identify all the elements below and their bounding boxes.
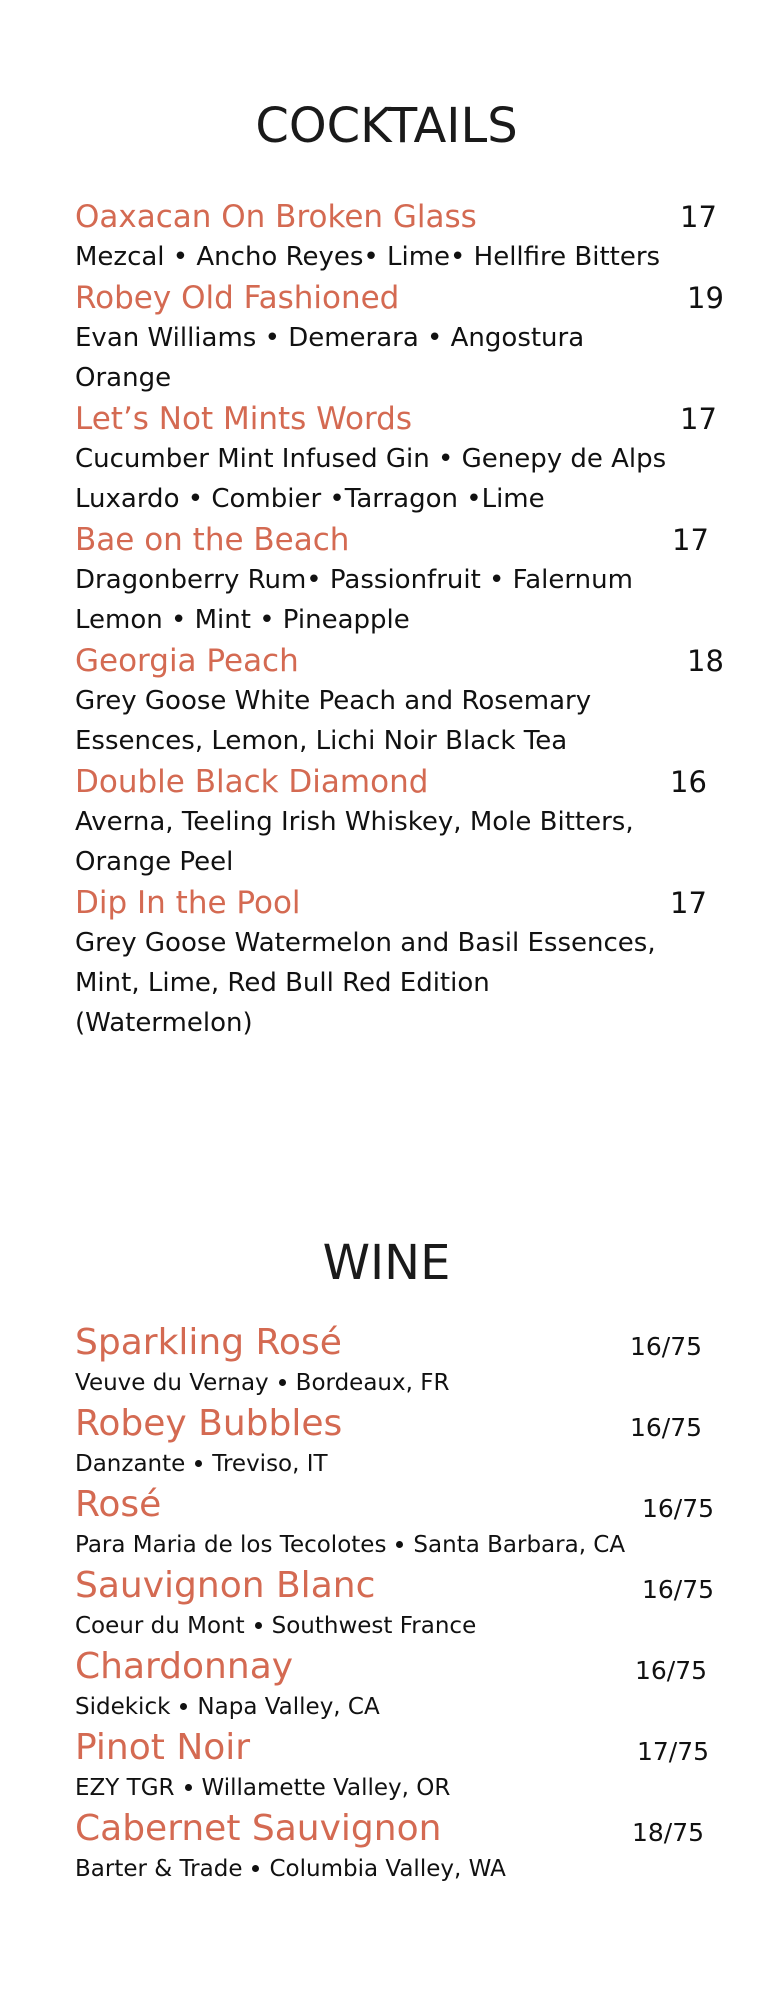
cocktail-price: 17 xyxy=(680,402,717,436)
wine-price: 16/75 xyxy=(630,1332,703,1361)
wine-name: Sparkling Rosé xyxy=(75,1322,342,1363)
cocktail-name: Georgia Peach xyxy=(75,643,299,679)
cocktail-price: 17 xyxy=(672,523,709,557)
bullet-dot xyxy=(185,1784,192,1791)
wine-region: Columbia Valley, WA xyxy=(269,1856,506,1882)
wine-price: 18/75 xyxy=(632,1818,705,1847)
cocktail-description: Cucumber Mint Infused Gin • Genepy de Alps Luxardo • Combier •Tarragon •Lime xyxy=(75,444,667,514)
wine-item xyxy=(75,1482,725,1562)
cocktail-item xyxy=(75,278,724,398)
cocktail-name: Oaxacan On Broken Glass xyxy=(75,199,477,235)
wine-heading: WINE xyxy=(322,1235,451,1291)
cocktail-price: 18 xyxy=(687,644,724,678)
wine-item xyxy=(75,1725,725,1805)
cocktail-description: Averna, Teeling Irish Whiskey, Mole Bitters, Orange Peel xyxy=(75,807,634,877)
wine-producer: Para Maria de los Tecolotes xyxy=(75,1532,387,1558)
cocktail-description: Grey Goose White Peach and Rosemary Essences, Lemon, Lichi Noir Black Tea xyxy=(75,686,592,756)
cocktail-item xyxy=(75,883,715,1043)
wine-price: 16/75 xyxy=(630,1413,703,1442)
cocktail-name: Robey Old Fashioned xyxy=(75,280,400,316)
cocktail-name: Bae on the Beach xyxy=(75,522,350,558)
wine-name: Sauvignon Blanc xyxy=(75,1565,376,1606)
wine-name: Chardonnay xyxy=(75,1646,294,1687)
wine-producer: Coeur du Mont xyxy=(75,1613,245,1639)
wine-price: 16/75 xyxy=(635,1656,708,1685)
wine-producer: Sidekick xyxy=(75,1694,171,1720)
bullet-dot xyxy=(180,1703,187,1710)
cocktail-name: Dip In the Pool xyxy=(75,885,301,921)
wine-name: Robey Bubbles xyxy=(75,1403,343,1444)
wine-region: Willamette Valley, OR xyxy=(201,1775,451,1801)
wine-item xyxy=(75,1644,725,1724)
wine-description xyxy=(75,1852,725,1886)
wine-price: 16/75 xyxy=(642,1575,715,1604)
cocktail-item xyxy=(75,520,715,640)
wine-description xyxy=(75,1528,725,1562)
cocktail-description: Dragonberry Rum• Passionfruit • Falernum Lemon • Mint • Pineapple xyxy=(75,565,633,635)
wine-name: Pinot Noir xyxy=(75,1727,251,1768)
wine-item xyxy=(75,1401,725,1481)
bullet-dot xyxy=(396,1541,403,1548)
cocktails-heading: COCKTAILS xyxy=(255,98,518,154)
wine-description xyxy=(75,1366,725,1400)
wine-region: Santa Barbara, CA xyxy=(413,1532,626,1558)
wine-item xyxy=(75,1806,725,1886)
cocktail-price: 17 xyxy=(670,886,707,920)
wine-item xyxy=(75,1563,725,1643)
bullet-dot xyxy=(255,1622,262,1629)
wine-producer: Barter & Trade xyxy=(75,1856,243,1882)
wine-region: Treviso, IT xyxy=(212,1451,328,1477)
wine-description xyxy=(75,1447,725,1481)
wine-item xyxy=(75,1320,725,1400)
wine-region: Bordeaux, FR xyxy=(295,1370,450,1396)
wine-producer: EZY TGR xyxy=(75,1775,175,1801)
bullet-dot xyxy=(279,1379,286,1386)
cocktail-name: Let’s Not Mints Words xyxy=(75,401,412,437)
cocktail-item xyxy=(75,197,715,277)
cocktail-description: Grey Goose Watermelon and Basil Essences, Mint, Lime, Red Bull Red Edition (Watermelon) xyxy=(75,928,656,1038)
wine-price: 17/75 xyxy=(637,1737,710,1766)
wine-region: Napa Valley, CA xyxy=(197,1694,380,1720)
cocktail-price: 19 xyxy=(687,281,724,315)
cocktail-item xyxy=(75,762,715,882)
cocktail-item xyxy=(75,399,715,519)
wine-name: Rosé xyxy=(75,1484,162,1525)
wine-region: Southwest France xyxy=(271,1613,477,1639)
cocktail-description: Mezcal • Ancho Reyes• Lime• Hellfire Bitters xyxy=(75,242,661,272)
cocktail-item xyxy=(75,641,724,761)
wine-description xyxy=(75,1690,725,1724)
wine-producer: Danzante xyxy=(75,1451,186,1477)
cocktail-price: 16 xyxy=(670,765,707,799)
cocktail-name: Double Black Diamond xyxy=(75,764,429,800)
cocktail-description: Evan Williams • Demerara • Angostura Orange xyxy=(75,323,585,393)
bullet-dot xyxy=(252,1865,259,1872)
wine-description xyxy=(75,1771,725,1805)
cocktail-price: 17 xyxy=(680,200,717,234)
wine-name: Cabernet Sauvignon xyxy=(75,1808,442,1849)
bullet-dot xyxy=(195,1460,202,1467)
wine-producer: Veuve du Vernay xyxy=(75,1370,269,1396)
wine-description xyxy=(75,1609,725,1643)
wine-price: 16/75 xyxy=(642,1494,715,1523)
